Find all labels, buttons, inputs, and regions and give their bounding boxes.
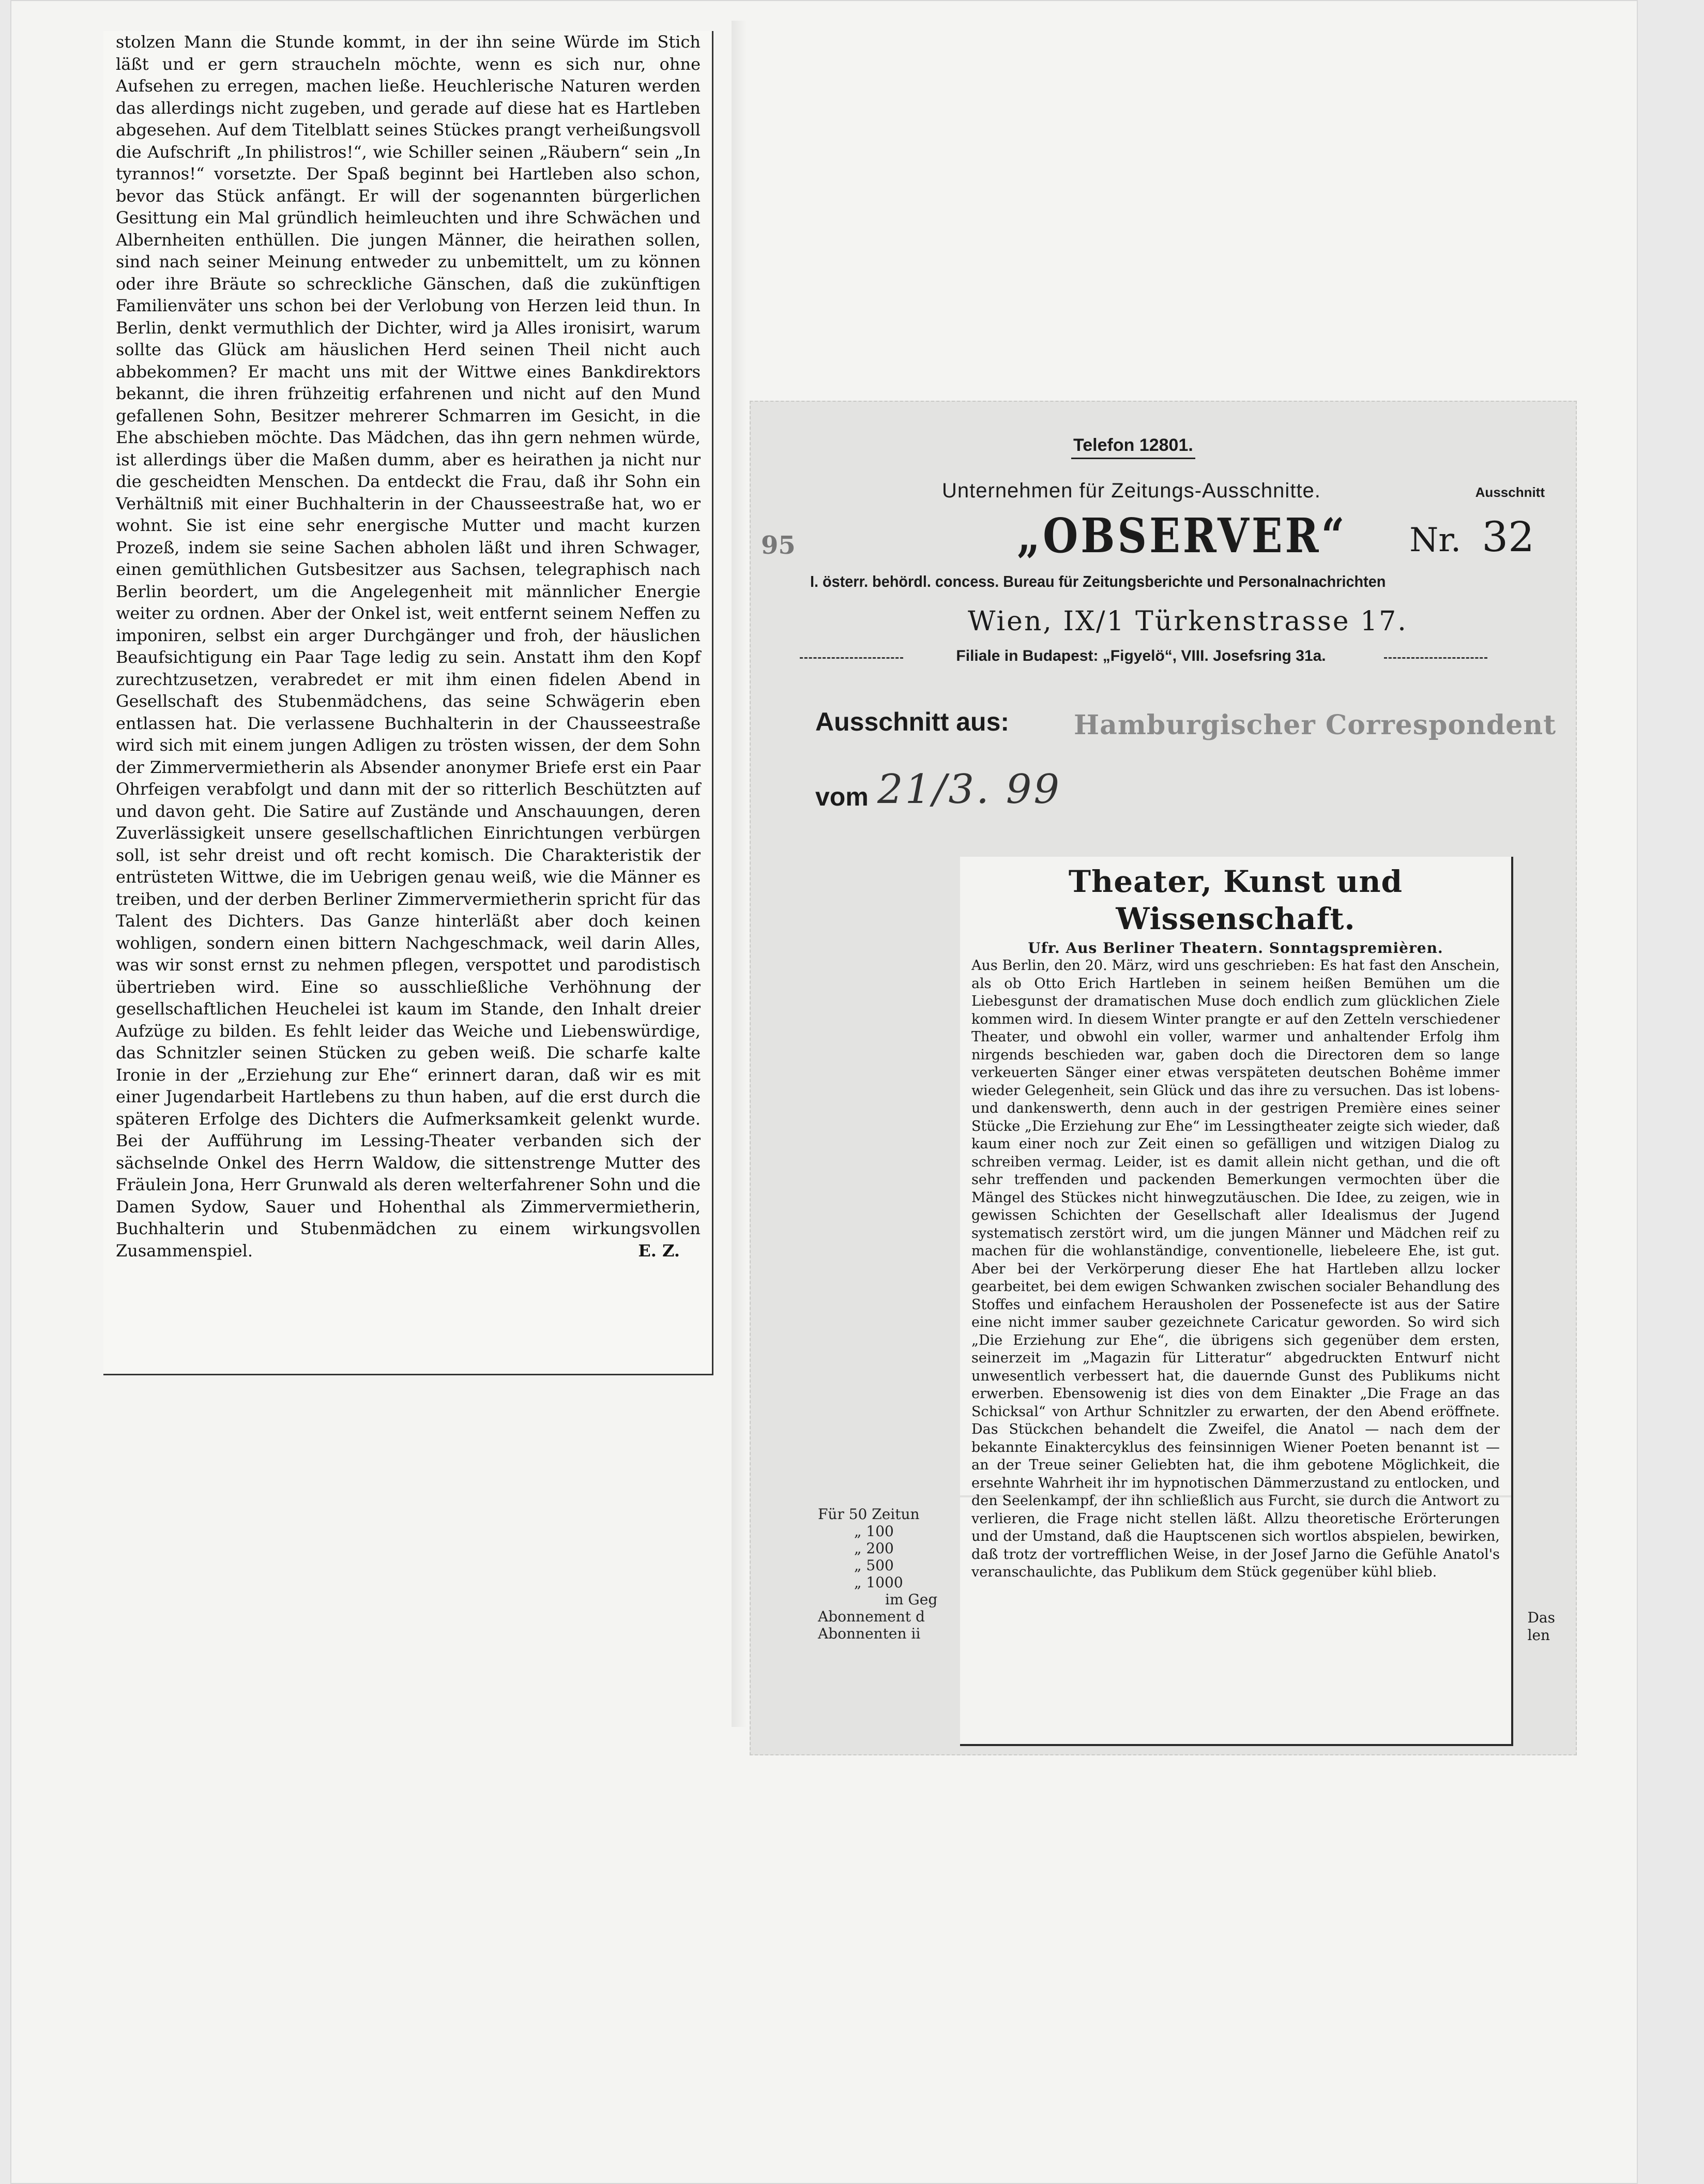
source-label: Ausschnitt aus: [815, 707, 1010, 736]
article-clipping [960, 857, 1513, 1746]
article-subhead: Ufr. Aus Berliner Theatern. Sonntagspremièren. [1028, 939, 1443, 957]
filiale-line: Filiale in Budapest: „Figyelö“, VIII. Josefsring 31a. [815, 647, 1467, 665]
price-row: Abonnement d [818, 1608, 925, 1625]
price-row: „ 200 [854, 1540, 894, 1557]
nr-value: 32 [1482, 513, 1534, 561]
nr-label: Nr. [1409, 521, 1462, 559]
date-label: vom [815, 782, 869, 811]
stamp-mark: 95 [761, 531, 796, 560]
article-body: Aus Berlin, den 20. März, wird uns geschrieben: Es hat fast den Anschein, als ob Otto Erich Hartleben in seinem heißen Bemühen um die Liebesgunst der dramatischen Muse doch endlich zum glücklichen Ziele kommen wird. In diesem Winter prangte er auf den Zetteln verschiedener Theater, und obwohl ein voller, warmer und anhaltender Erfolg ihm nirgends beschieden war, gaben doch die Directoren dem so lange verkeuerten Sänger einer etwas verspäteten deutschen Bohême immer wieder Gelegenheit, sein Glück und das ihre zu versuchen. Das ist lobens- und dankenswerth, denn auch in der gestrigen Première eines seiner Stücke „Die Erziehung zur Ehe“ im Lessingtheater zeigte sich wieder, daß kaum einer noch zur Zeit einen so gefälligen und witzigen Dialog zu schreiben vermag. Leider, ist es damit allein nicht gethan, und die oft sehr treffenden und packenden Bemerkungen vermochten über die Mängel des Stückes nicht hinwegzutäuschen. Die Idee, zu zeigen, wie in gewissen Schichten der Gesellschaft aller Idealismus der Jugend systematisch zerstört wird, um die jungen Männer und Mädchen reif zu machen für die wohlanständige, conventionelle, liebeleere Ehe, ist gut. Aber bei der Verkörperung dieser Ehe hat Hartleben allzu locker gearbeitet, bei dem ewigen Schwanken zwischen socialer Behandlung des Stoffes und einfachem Herausholen der Possenefecte ist aus der Satire eine nicht immer sauber gezeichnete Caricatur geworden. So wird sich „Die Erziehung zur Ehe“, die übrigens sich gegenüber dem ersten, seinerzeit im „Magazin für Litteratur“ abgedruckten Entwurf nicht unwesentlich verbessert hat, die dauernde Gunst des Publikums nicht erwerben. Ebensowenig ist dies von dem Einakter „Die Frage an das Schicksal“ von Arthur Schnitzler zu erwarten, der den Abend eröffnete. Das Stückchen behandelt die Zweifel, die Anatol — nach dem der bekannte Einaktercyklus des feinsinnigen Wiener Poeten benannt ist — an der Treue seiner Geliebten hat, die ihm gebotene Möglichkeit, die ersehnte Wahrheit ihr im hypnotischen Dämmerzustand zu entlocken, und den Seelenkampf, der ihn schließlich aus Furcht, sie durch die Antwort zu verlieren, die Frage nicht stellen läßt. Allzu theoretische Erörterungen und der Umstand, daß die Hauptscenen sich wortlos abspielen, bewirken, daß trotz der vortrefflichen Weise, in der Josef Jarno die Gefühle Anatol's veranschaulichte, das Publikum dem Stück gegenüber kühl blieb. [971, 958, 1500, 1580]
price-row: Für 50 Zeitun [818, 1506, 920, 1523]
price-row: Abonnenten ii [818, 1625, 921, 1642]
ausschnitt-label: Ausschnitt [1475, 484, 1545, 500]
clipping-number [1409, 513, 1534, 561]
telephone-number: Telefon 12801. [1071, 435, 1195, 459]
company-tagline: Unternehmen für Zeitungs-Ausschnitte. [942, 479, 1321, 502]
article-title: Theater, Kunst und Wissenschaft. [1068, 864, 1403, 936]
fold-shadow [732, 21, 747, 1727]
bureau-address: Wien, IX/1 Türkenstrasse 17. [968, 606, 1408, 637]
left-newspaper-clipping [103, 31, 713, 1375]
clipping-paragraph: stolzen Mann die Stunde kommt, in der ihn seine Würde im Stich läßt und er gern straucheln möchte, wenn es sich nur, ohne Aufsehen zu erregen, machen ließe. Heuchlerische Naturen werden das allerdings nicht zugeben, und gerade auf diese hat es Hartleben abgesehen. Auf dem Titelblatt seines Stückes prangt verheißungsvoll die Aufschrift „In philistros!“, wie Schiller seinen „Räubern“ sein „In tyrannos!“ vorsetzte. Der Spaß beginnt bei Hartleben also schon, bevor das Stück anfängt. Er will der sogenannten bürgerlichen Gesittung ein Mal gründlich heimleuchten und ihre Schwächen und Albernheiten enthüllen. Die jungen Männer, die heirathen sollen, sind nach seiner Meinung entweder zu unbemittelt, um zu können oder ihre Bräute so schreckliche Gänschen, daß die zukünftigen Familienväter uns schon bei der Verlobung von Herzen leid thun. In Berlin, denkt vermuthlich der Dichter, wird ja Alles ironisirt, warum sollte das Glück am häuslichen Herd seinen Theil nicht auch abbekommen? Er macht uns mit der Wittwe eines Bankdirektors bekannt, die ihren frühzeitig erfahrenen und nicht auf den Mund gefallenen Sohn, Besitzer mehrerer Schmarren im Gesicht, in die Ehe abschieben möchte. Das Mädchen, das ihn gern nehmen würde, ist allerdings über die Maßen dumm, aber es heirathen ja nicht nur die gescheidten Menschen. Da entdeckt die Frau, daß ihr Sohn ein Verhältniß mit einer Buchhalterin in der Chausseestraße hat, wo er wohnt. Sie ist eine sehr energische Mutter und macht kurzen Prozeß, indem sie seine Sachen abholen läßt und ihren Schwager, einen gemüthlichen Gutsbesitzer aus Sachsen, telegraphisch nach Berlin beordert, um die Angelegenheit mit männlicher Energie weiter zu ordnen. Aber der Onkel ist, weit entfernt seinem Neffen zu imponiren, selbst ein arger Durchgänger und froh, der häuslichen Beaufsichtigung ein Paar Tage ledig zu sein. Anstatt ihm den Kopf zurechtzusetzen, verabredet er mit ihm einen fidelen Abend in Gesellschaft des Stubenmädchens, das seine Schwägerin eben entlassen hat. Die verlassene Buchhalterin in der Chausseestraße wird sich mit einem jungen Adligen zu trösten wissen, der dem Sohn der Zimmervermietherin als Absender anonymer Briefe erst ein Paar Ohrfeigen verabfolgt und dann mit der so ritterlich Beschützten auf und davon geht. Die Satire auf Zustände und Anschauungen, deren Zuverlässigkeit unsere gesellschaftlichen Einrichtungen verbürgen soll, ist sehr dreist und oft recht komisch. Die Charakteristik der entrüsteten Wittwe, die im Uebrigen genau weiß, wie die Männer es treiben, und der derben Berliner Zimmervermietherin spricht für das Talent des Dichters. Das Ganze hinterläßt aber doch keinen wohligen, sondern einen bittern Nachgeschmack, weil darin Alles, was wir sonst ernst zu nehmen pflegen, verspottet und parodistisch übertrieben wird. Eine so ausschließliche Verhöhnung der gesellschaftlichen Heuchelei ist kaum im Stande, den Inhalt dreier Aufzüge zu bilden. Es fehlt leider das Weiche und Liebenswürdige, das Schnitzler seinen Stücken zu geben weiß. Die scharfe kalte Ironie in der „Erziehung zur Ehe“ erinnert daran, daß wir es mit einer Jugendarbeit Hartlebens zu thun haben, auf die erst durch die späteren Erfolge des Dichters die Aufmerksamkeit gelenkt wurde. Bei der Aufführung im Lessing-Theater verbanden sich der sächselnde Onkel des Herrn Waldow, die sittenstrenge Mutter des Fräulein Jona, Herr Grunwald als deren welterfahrener Sohn und die Damen Sydow, Sauer und Hohenthal als Zimmervermietherin, Buchhalterin und Stubenmädchen zu einem wirkungsvollen Zusammenspiel. [116, 32, 701, 1261]
bureau-description: I. österr. behördl. concess. Bureau für Zeitungsberichte und Personalnachrichten [810, 572, 1386, 590]
price-row: im Geg [885, 1591, 938, 1608]
fragment-line: Das [1527, 1609, 1555, 1626]
observer-title: „OBSERVER“ [1017, 508, 1347, 564]
handwritten-date: 21/3. 99 [877, 766, 1061, 813]
clipping-signature: E. Z. [638, 1241, 680, 1261]
price-row: „ 500 [854, 1557, 894, 1574]
article-fold-line [960, 1495, 1511, 1497]
price-row: „ 100 [854, 1523, 894, 1540]
price-row: „ 1000 [854, 1574, 903, 1591]
archive-page [10, 0, 1638, 2184]
right-text-fragment [1527, 1609, 1555, 1644]
price-list-fragment [818, 1506, 937, 1642]
source-newspaper-stamp: Hamburgischer Correspondent [1074, 709, 1557, 741]
observer-clipping-card [750, 401, 1577, 1755]
fragment-line: len [1527, 1627, 1550, 1644]
